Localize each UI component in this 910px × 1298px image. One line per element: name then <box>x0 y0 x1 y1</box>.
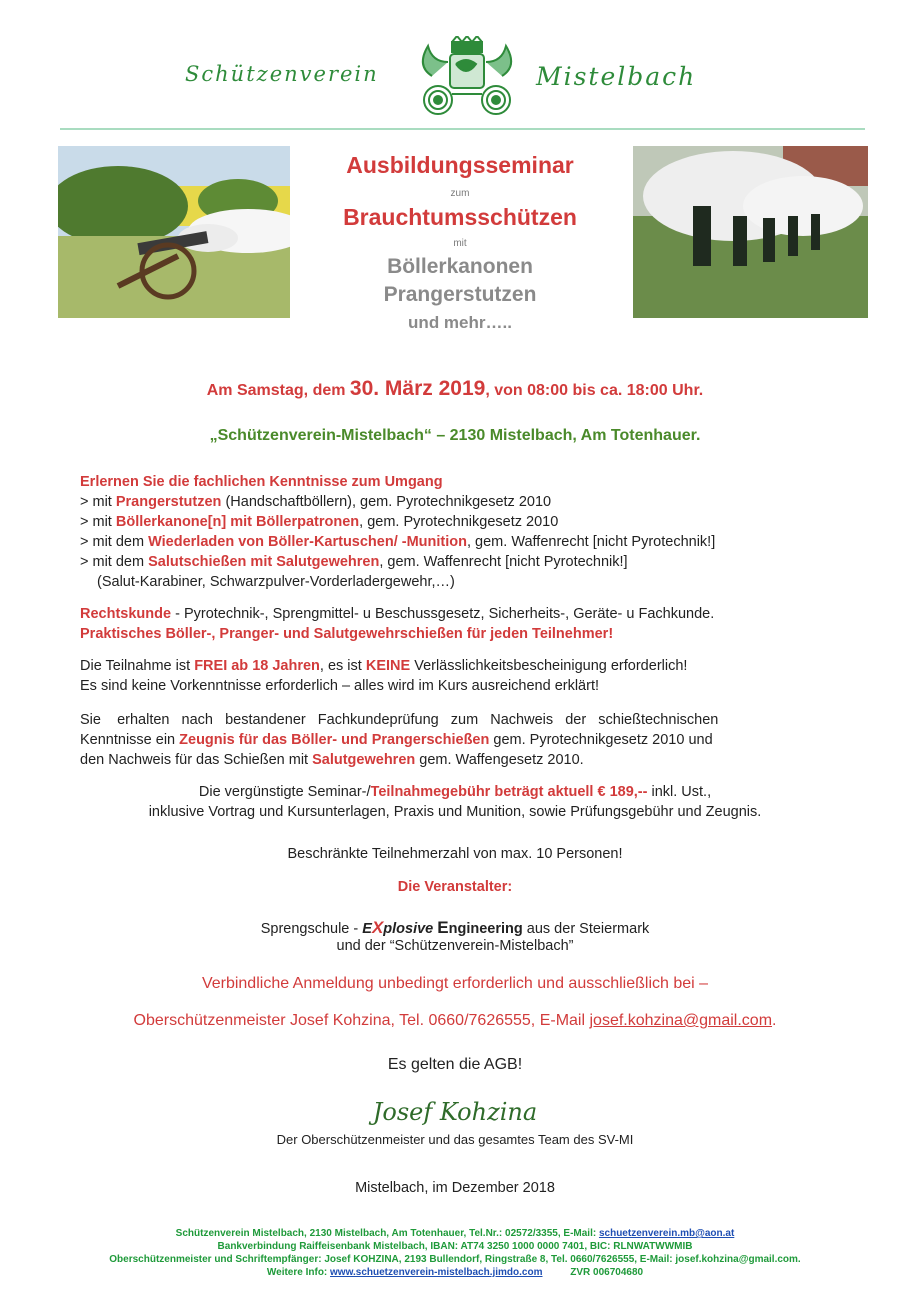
club-emblem-icon <box>412 36 522 120</box>
registration-email-link[interactable]: josef.kohzina@gmail.com <box>589 1012 773 1029</box>
organizers-line-2: und der “Schützenverein-Mistelbach” <box>336 938 574 954</box>
event-date: 30. März 2019 <box>349 377 486 400</box>
learn-item: > mit Böllerkanone[n] mit Böllerpatronen, gem. Pyrotechnikgesetz 2010 <box>80 514 559 530</box>
footer-line-1: Schützenverein Mistelbach, 2130 Mistelbach, Am Totenhauer, Tel.Nr.: 02572/3355, E-Mail: schuetzenverein.mb@aon.at <box>175 1228 735 1239</box>
fee-line-2: inklusive Vortrag und Kursunterlagen, Praxis und Munition, sowie Prüfungsgebühr und Zeugnis. <box>148 804 762 820</box>
cannon-photo <box>58 146 290 318</box>
title-line-7: und mehr….. <box>408 313 512 332</box>
header-right-text: Mistelbach <box>536 62 697 91</box>
header-divider <box>60 128 865 130</box>
title-line-1: Ausbildungsseminar <box>346 152 574 178</box>
learn-item: > mit dem Wiederladen von Böller-Kartuschen/ -Munition, gem. Waffenrecht [nicht Pyrotechnik!] <box>80 534 716 550</box>
title-line-3: Brauchtumsschützen <box>343 204 577 230</box>
title-line-6: Prangerstutzen <box>383 283 537 306</box>
participant-limit: Beschränkte Teilnehmerzahl von max. 10 Personen! <box>287 846 623 862</box>
title-line-2: zum <box>450 188 470 199</box>
organizers-line-1: Sprengschule - EXplosive Engineering aus der Steiermark <box>260 918 650 937</box>
footer-email-link[interactable]: schuetzenverein.mb@aon.at <box>598 1228 735 1239</box>
signature: Josef Kohzina <box>372 1098 538 1126</box>
title-line-4: mit <box>453 238 467 249</box>
law-line: Rechtskunde - Pyrotechnik-, Sprengmittel- u Beschussgesetz, Sicherheits-, Geräte- u Fachkunde. <box>80 606 715 622</box>
agb-note: Es gelten die AGB! <box>387 1056 523 1073</box>
footer-website-link[interactable]: www.schuetzenverein-mistelbach.jimdo.com <box>330 1267 543 1278</box>
learn-item: > mit dem Salutschießen mit Salutgewehren, gem. Waffenrecht [nicht Pyrotechnik!] <box>80 554 628 570</box>
practice-line: Praktisches Böller-, Pranger- und Salutgewehrschießen für jeden Teilnehmer! <box>80 626 614 642</box>
learn-item: > mit Prangerstutzen (Handschaftböllern), gem. Pyrotechnikgesetz 2010 <box>80 494 552 510</box>
participation-line-2: Es sind keine Vorkenntnisse erforderlich – alles wird im Kurs ausreichend erklärt! <box>80 678 600 694</box>
place-date: Mistelbach, im Dezember 2018 <box>355 1180 555 1196</box>
event-date-line: Am Samstag, dem 30. März 2019, von 08:00 bis ca. 18:00 Uhr. <box>206 377 704 400</box>
certificate-line-3: den Nachweis für das Schießen mit Salutgewehren gem. Waffengesetz 2010. <box>80 752 584 768</box>
fee-line-1: Die vergünstigte Seminar-/Teilnahmegebühr beträgt aktuell € 189,-- inkl. Ust., <box>198 784 712 800</box>
certificate-line-2: Kenntnisse ein Zeugnis für das Böller- und Prangerschießen gem. Pyrotechnikgesetz 2010 und <box>80 732 713 748</box>
salute-photo <box>633 146 868 318</box>
header-left-text: Schützenverein <box>185 62 379 86</box>
footer-line-4: Weitere Info: www.schuetzenverein-mistelbach.jimdo.com ZVR 006704680 <box>266 1267 644 1278</box>
participation-line-1: Die Teilnahme ist FREI ab 18 Jahren, es ist KEINE Verlässlichkeitsbescheinigung erforderlich! <box>80 658 688 674</box>
signature-caption: Der Oberschützenmeister und das gesamtes Team des SV-MI <box>276 1132 634 1147</box>
organizers-heading: Die Veranstalter: <box>397 879 513 895</box>
certificate-line-1: Sie erhalten nach bestandener Fachkundeprüfung zum Nachweis der schießtechnischen <box>80 712 719 728</box>
learn-heading: Erlernen Sie die fachlichen Kenntnisse zum Umgang <box>80 474 443 490</box>
registration-line-2: Oberschützenmeister Josef Kohzina, Tel. 0660/7626555, E-Mail josef.kohzina@gmail.com. <box>133 1012 777 1029</box>
learn-subnote: (Salut-Karabiner, Schwarzpulver-Vorderladergewehr,…) <box>97 574 455 590</box>
title-line-5: Böllerkanonen <box>387 255 533 278</box>
footer-line-3: Oberschützenmeister und Schriftempfänger: Josef KOHZINA, 2193 Bullendorf, Ringstraße 8, Tel. 0660/7626555, E-Mail: josef.kohzina@gmail.com. <box>109 1254 801 1265</box>
footer-line-2: Bankverbindung Raiffeisenbank Mistelbach, IBAN: AT74 3250 1000 0000 7401, BIC: RLNWATWWMIB <box>217 1241 693 1252</box>
event-location: „Schützenverein-Mistelbach“ – 2130 Mistelbach, Am Totenhauer. <box>209 427 701 444</box>
registration-line-1: Verbindliche Anmeldung unbedingt erforderlich und ausschließlich bei – <box>201 975 709 992</box>
